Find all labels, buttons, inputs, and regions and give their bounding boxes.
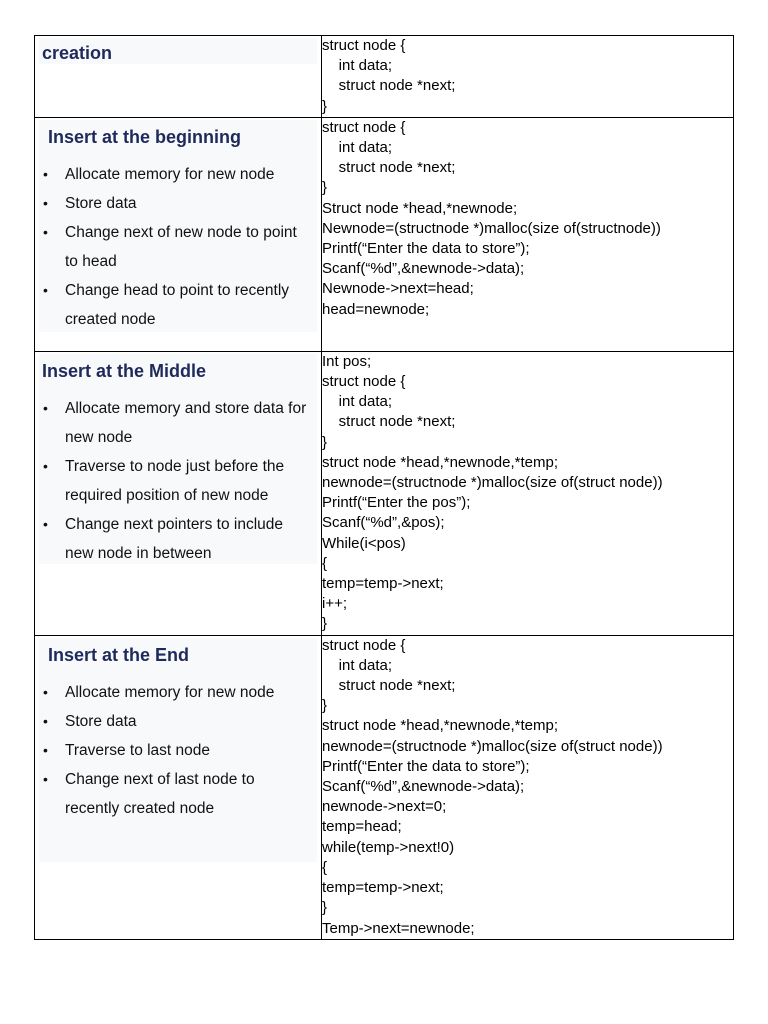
code-line: Newnode=(structnode *)malloc(size of(structnode))	[322, 219, 661, 237]
list-item: • Traverse to node just before the required position of new node	[65, 452, 313, 510]
code-line: struct node *next;	[322, 413, 456, 431]
code-line: temp=temp->next;	[322, 575, 444, 593]
code-line: struct node {	[322, 373, 406, 391]
list-item: • Allocate memory for new node	[65, 678, 313, 707]
description-block	[39, 120, 317, 332]
code-line: struct node {	[322, 118, 406, 136]
description-cell	[35, 635, 322, 939]
code-line: i++;	[322, 595, 348, 613]
code-line: head=newnode;	[322, 300, 430, 318]
description-block	[39, 638, 317, 862]
section-title: Insert at the Middle	[42, 360, 207, 381]
code-line: Int pos;	[322, 352, 372, 370]
list-item: • Allocate memory for new node	[65, 160, 313, 189]
code-line: }	[322, 433, 328, 451]
code-line: int data;	[322, 57, 393, 75]
code-line: Scanf(“%d”,&newnode->data);	[322, 260, 525, 278]
table-row-insert-beginning	[35, 117, 734, 351]
code-cell	[322, 36, 734, 118]
code-line: }	[322, 179, 328, 197]
code-line: int data;	[322, 139, 393, 157]
code-line: temp=temp->next;	[322, 879, 444, 897]
code-line: int data;	[322, 393, 393, 411]
code-line: Printf(“Enter the data to store”);	[322, 757, 530, 775]
code-line: {	[322, 858, 328, 876]
table-row-creation	[35, 36, 734, 118]
list-item: • Change next of last node to recently created node	[65, 765, 313, 823]
code-cell	[322, 117, 734, 351]
table-row-insert-end	[35, 635, 734, 939]
table-row-insert-middle	[35, 351, 734, 635]
section-title: Insert at the beginning	[48, 126, 242, 147]
steps-list	[39, 394, 317, 572]
code-line: struct node *next;	[322, 77, 456, 95]
list-item: • Change next of new node to point to head	[65, 218, 313, 276]
code-line: While(i<pos)	[322, 534, 406, 552]
steps-list	[39, 678, 317, 827]
section-title: Insert at the End	[48, 644, 190, 665]
list-item: • Traverse to last node	[65, 736, 313, 765]
description-block	[39, 354, 317, 564]
code-line: Newnode->next=head;	[322, 280, 474, 298]
code-line: newnode->next=0;	[322, 798, 447, 816]
description-cell	[35, 36, 322, 118]
description-block	[39, 38, 317, 64]
code-cell	[322, 351, 734, 635]
code-line: struct node *head,*newnode,*temp;	[322, 453, 558, 471]
list-item: • Change head to point to recently created node	[65, 276, 313, 334]
steps-list	[39, 160, 317, 338]
list-item: • Store data	[65, 707, 313, 736]
code-line: Temp->next=newnode;	[322, 919, 475, 937]
code-line: temp=head;	[322, 818, 402, 836]
code-line: struct node *next;	[322, 677, 456, 695]
code-line: }	[322, 615, 328, 633]
code-line: newnode=(structnode *)malloc(size of(struct node))	[322, 737, 663, 755]
code-line: {	[322, 554, 328, 572]
description-cell	[35, 351, 322, 635]
code-line: }	[322, 97, 328, 115]
code-line: }	[322, 899, 328, 917]
code-line: newnode=(structnode *)malloc(size of(struct node))	[322, 474, 663, 492]
description-cell	[35, 117, 322, 351]
code-line: Printf(“Enter the pos”);	[322, 494, 471, 512]
code-line: int data;	[322, 656, 393, 674]
code-line: }	[322, 697, 328, 715]
code-line: struct node *next;	[322, 159, 456, 177]
code-line: Scanf(“%d”,&newnode->data);	[322, 778, 525, 796]
code-line: struct node *head,*newnode,*temp;	[322, 717, 558, 735]
code-line: Printf(“Enter the data to store”);	[322, 240, 530, 258]
list-item: • Allocate memory and store data for new node	[65, 394, 313, 452]
code-line: Struct node *head,*newnode;	[322, 199, 518, 217]
list-item: • Change next pointers to include new node in between	[65, 510, 313, 568]
code-line: struct node {	[322, 37, 406, 54]
code-cell	[322, 635, 734, 939]
code-line: Scanf(“%d”,&pos);	[322, 514, 445, 532]
code-line: struct node {	[322, 636, 406, 654]
list-item: • Store data	[65, 189, 313, 218]
section-title: creation	[42, 43, 113, 63]
code-line: while(temp->next!0)	[322, 838, 455, 856]
linked-list-insertion-table	[34, 35, 734, 940]
